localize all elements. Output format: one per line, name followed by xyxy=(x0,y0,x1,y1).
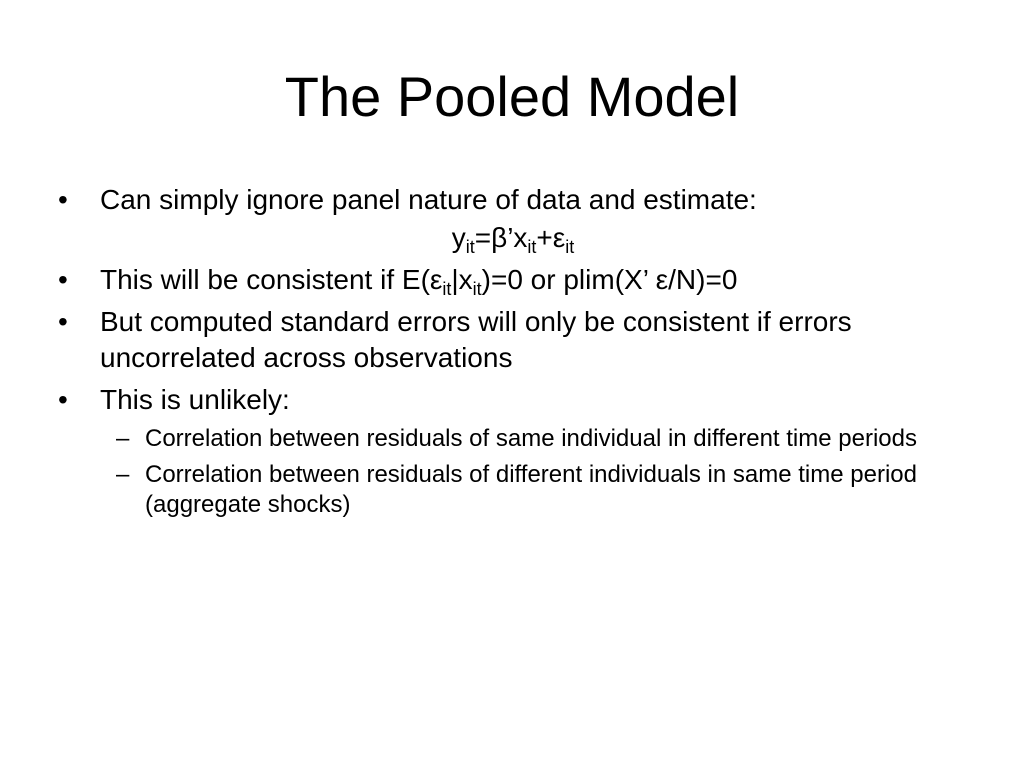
bullet-marker: • xyxy=(58,384,68,415)
sub-bullet-item xyxy=(58,424,978,454)
bullet-marker: • xyxy=(58,264,68,295)
sub-bullet-item xyxy=(58,460,978,520)
bullet-text: This is unlikely: xyxy=(100,384,290,415)
x-subscript: it xyxy=(472,279,482,299)
epsilon-subscript: it xyxy=(442,279,452,299)
sub-bullet-marker: – xyxy=(116,425,130,452)
slide-title: The Pooled Model xyxy=(284,65,740,128)
bullet-text: But computed standard errors will only be consistent if errors uncorrelated across observations xyxy=(100,306,852,373)
bullet-item xyxy=(58,182,978,218)
consistency-text-end: )=0 or plim(X’ ε/N)=0 xyxy=(481,264,738,295)
consistency-text-mid: |x xyxy=(451,264,473,295)
equation-x-subscript: it xyxy=(527,237,537,257)
consistency-text-start: This will be consistent if E(ε xyxy=(100,264,443,295)
equation-y-subscript: it xyxy=(465,237,475,257)
equation xyxy=(58,220,968,256)
sub-bullet-marker: – xyxy=(116,461,130,488)
equation-y: y xyxy=(451,222,466,253)
bullet-item xyxy=(58,262,978,298)
bullet-item xyxy=(58,304,978,376)
bullet-marker: • xyxy=(58,184,68,215)
bullet-item xyxy=(58,382,978,418)
bullet-text: Can simply ignore panel nature of data and estimate: xyxy=(100,184,757,215)
equation-epsilon-subscript: it xyxy=(565,237,575,257)
sub-bullet-text: Correlation between residuals of different individuals in same time period (aggregate shocks) xyxy=(145,461,917,518)
bullet-marker: • xyxy=(58,306,68,337)
equation-beta-x: =β’x xyxy=(474,222,528,253)
equation-epsilon: +ε xyxy=(536,222,566,253)
sub-bullet-text: Correlation between residuals of same individual in different time periods xyxy=(145,425,917,452)
bullet-text-consistency xyxy=(100,264,738,299)
slide-body xyxy=(58,182,978,526)
